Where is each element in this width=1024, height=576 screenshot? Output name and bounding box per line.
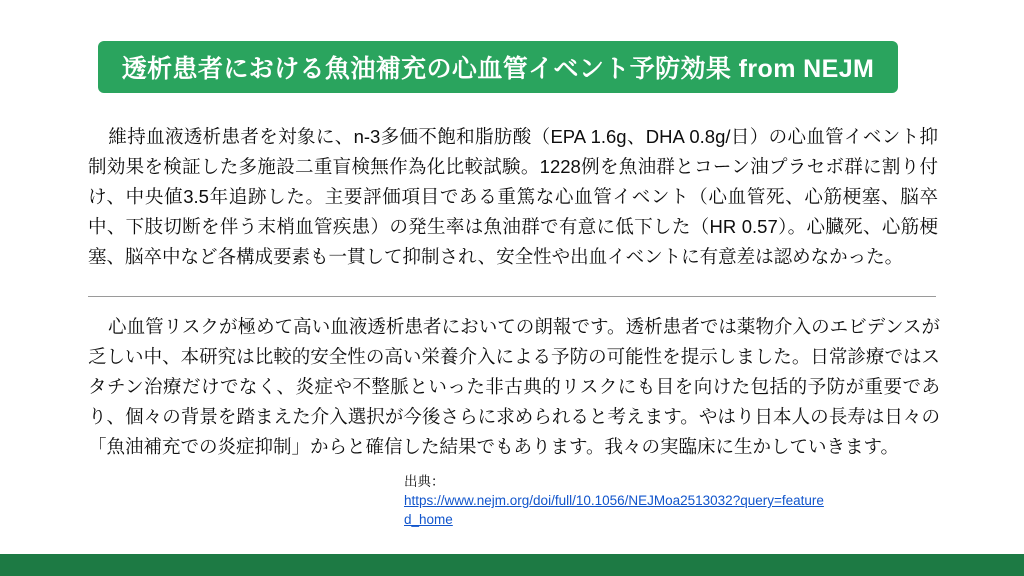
summary-section [88, 122, 938, 272]
source-label: 出典： [404, 474, 445, 489]
page-title: 透析患者における魚油補充の心血管イベント予防効果 from NEJM [121, 55, 875, 83]
footer-bar [0, 554, 1024, 576]
source-link[interactable]: https://www.nejm.org/doi/full/10.1056/NEJMoa2513032?query=featured_home [404, 493, 824, 528]
summary-paragraph: 維持血液透析患者を対象に、n-3多価不飽和脂肪酸（EPA 1.6g、DHA 0.8g/日）の心血管イベント抑制効果を検証した多施設二重盲検無作為化比較試験。1228例を魚油群とコーン油プラセボ群に割り付け、中央値3.5年追跡した。主要評価項目である重篤な心血管イベント（心血管死、心筋梗塞、脳卒中、下肢切断を伴う末梢血管疾患）の発生率は魚油群で有意に低下した（HR 0.57）。心臓死、心筋梗塞、脳卒中など各構成要素も一貫して抑制され、安全性や出血イベントに有意差は認めなかった。 [88, 126, 938, 267]
commentary-paragraph: 心血管リスクが極めて高い血液透析患者においての朗報です。透析患者では薬物介入のエビデンスが乏しい中、本研究は比較的安全性の高い栄養介入による予防の可能性を提示しました。日常診療ではスタチン治療だけでなく、炎症や不整脈といった非古典的リスクにも目を向けた包括的予防が重要であり、個々の背景を踏まえた介入選択が今後さらに求められると考えます。やはり日本人の長寿は日々の「魚油補充での炎症抑制」からと確信した結果でもあります。我々の実臨床に生かしていきます。 [88, 316, 940, 457]
section-divider [88, 296, 936, 297]
source-section [404, 472, 824, 529]
slide-title-banner [98, 41, 898, 93]
commentary-section [88, 312, 940, 462]
